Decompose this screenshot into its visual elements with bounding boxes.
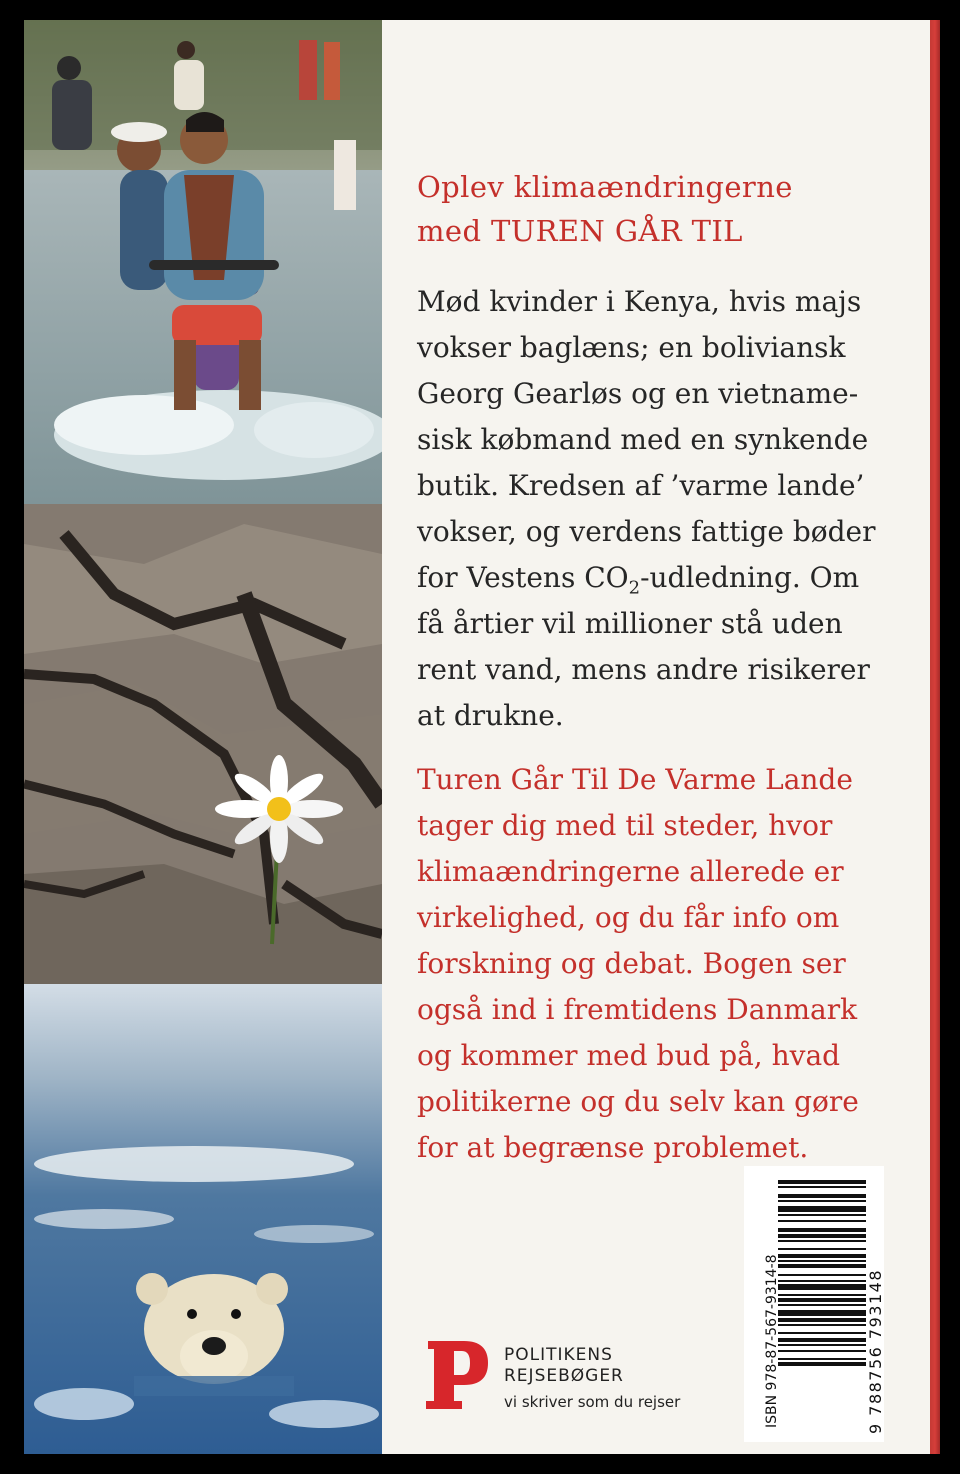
- headline-line-2: med TUREN GÅR TIL: [417, 214, 743, 248]
- isbn-label: ISBN 978-87-567-9314-8: [764, 1254, 780, 1428]
- barcode-bar: [778, 1304, 866, 1306]
- intro-line: at drukne.: [417, 699, 564, 732]
- intro-paragraph: [417, 279, 907, 739]
- barcode-bar: [778, 1284, 866, 1290]
- publisher-logo: [424, 1337, 684, 1417]
- cover-text-column: [417, 165, 907, 1171]
- barcode-bar: [778, 1228, 866, 1232]
- photo-flooded-road-motorbike: [24, 20, 382, 504]
- barcode-bar: [778, 1264, 866, 1268]
- intro-line: vokser baglæns; en boliviansk: [417, 331, 846, 364]
- intro-line: Mød kvinder i Kenya, hvis majs: [417, 285, 862, 318]
- book-back-cover: [24, 20, 940, 1454]
- intro-line: butik. Kredsen af ’varme lande’: [417, 469, 865, 502]
- intro-line: Georg Gearløs og en vietname-: [417, 377, 859, 410]
- barcode-bar: [778, 1220, 866, 1222]
- barcode-bar: [778, 1344, 866, 1346]
- photo-polar-bear-swimming: [24, 984, 382, 1454]
- barcode-bar: [778, 1362, 866, 1366]
- publisher-p-icon: [424, 1337, 492, 1413]
- intro-line-co2-prefix: for Vestens CO: [417, 561, 629, 594]
- promo-line: virkelighed, og du får info om: [417, 901, 840, 934]
- barcode-bar: [778, 1324, 866, 1326]
- barcode-bar: [778, 1274, 866, 1276]
- isbn-barcode: [744, 1166, 884, 1442]
- barcode-bar: [778, 1214, 866, 1216]
- barcode-bar: [778, 1200, 866, 1202]
- promo-line: klimaændringerne allerede er: [417, 855, 844, 888]
- promo-line: tager dig med til steder, hvor: [417, 809, 833, 842]
- barcode-bar: [778, 1248, 866, 1250]
- promo-line: også ind i fremtidens Danmark: [417, 993, 858, 1026]
- barcode-bar: [778, 1234, 866, 1238]
- intro-line: få årtier vil millioner stå uden: [417, 607, 843, 640]
- barcode-bar: [778, 1240, 866, 1242]
- promo-paragraph: [417, 757, 907, 1171]
- publisher-tagline: vi skriver som du rejser: [504, 1393, 681, 1411]
- barcode-bars: [778, 1180, 866, 1426]
- promo-line: Turen Går Til De Varme Lande: [417, 763, 853, 796]
- barcode-bar: [778, 1194, 866, 1198]
- barcode-bar: [778, 1298, 866, 1302]
- photo-cracked-earth-daisy: [24, 504, 382, 984]
- barcode-bar: [778, 1206, 866, 1212]
- spine-edge: [930, 20, 940, 1454]
- barcode-bar: [778, 1332, 866, 1334]
- promo-line: og kommer med bud på, hvad: [417, 1039, 841, 1072]
- barcode-bar: [778, 1180, 866, 1184]
- intro-line-co2: [417, 555, 907, 601]
- barcode-bar: [778, 1358, 866, 1360]
- barcode-bar: [778, 1350, 866, 1352]
- barcode-bar: [778, 1318, 866, 1322]
- barcode-bar: [778, 1260, 866, 1262]
- promo-line: politikerne og du selv kan gøre: [417, 1085, 859, 1118]
- intro-line: vokser, og verdens fattige bøder: [417, 515, 876, 548]
- barcode-bar: [778, 1294, 866, 1296]
- barcode-bar: [778, 1186, 866, 1188]
- publisher-name-line-1: POLITIKENS: [504, 1345, 613, 1365]
- barcode-bar: [778, 1338, 866, 1342]
- co2-subscript: 2: [628, 577, 641, 599]
- intro-line: rent vand, mens andre risikerer: [417, 653, 870, 686]
- promo-line: for at begrænse problemet.: [417, 1131, 809, 1164]
- ean-digits: 9 788756 793148: [866, 1268, 885, 1434]
- barcode-bar: [778, 1310, 866, 1316]
- headline-line-1: Oplev klimaændringerne: [417, 170, 793, 204]
- barcode-bar: [778, 1280, 866, 1282]
- publisher-name: [504, 1345, 624, 1387]
- publisher-name-line-2: REJSEBØGER: [504, 1366, 624, 1386]
- barcode-bar: [778, 1254, 866, 1258]
- intro-line: sisk købmand med en synkende: [417, 423, 869, 456]
- cover-headline: [417, 165, 907, 253]
- intro-line-co2-suffix: -udledning. Om: [640, 561, 860, 594]
- promo-line: forskning og debat. Bogen ser: [417, 947, 846, 980]
